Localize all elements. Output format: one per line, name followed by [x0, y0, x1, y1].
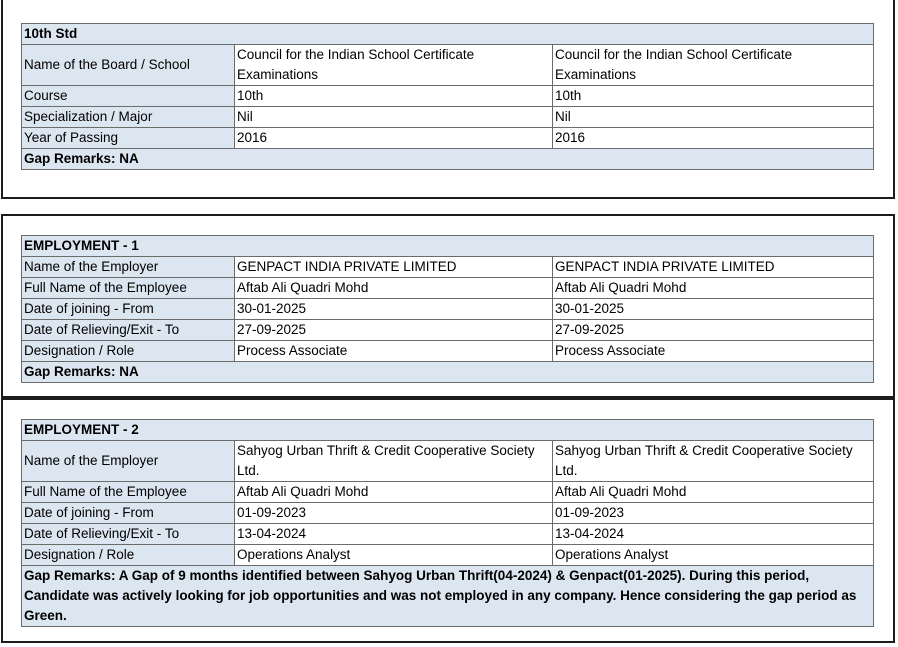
field-label: Full Name of the Employee [22, 278, 235, 299]
field-value: Operations Analyst [553, 545, 874, 566]
table-row [22, 420, 874, 441]
field-label: Full Name of the Employee [22, 482, 235, 503]
field-value: 01-09-2023 [553, 503, 874, 524]
table-row [22, 503, 874, 524]
field-value: Process Associate [553, 341, 874, 362]
table-row [22, 566, 874, 627]
field-value: 2016 [553, 128, 874, 149]
field-value: Aftab Ali Quadri Mohd [235, 482, 553, 503]
table-row [22, 320, 874, 341]
field-value: Council for the Indian School Certificate Examinations [553, 45, 874, 86]
field-value: Process Associate [235, 341, 553, 362]
table-row [22, 45, 874, 86]
field-value: Aftab Ali Quadri Mohd [553, 278, 874, 299]
table-row [22, 149, 874, 170]
table-row [22, 524, 874, 545]
gap-remarks: Gap Remarks: NA [22, 149, 874, 170]
field-value: Nil [553, 107, 874, 128]
field-value: 01-09-2023 [235, 503, 553, 524]
field-value: GENPACT INDIA PRIVATE LIMITED [553, 257, 874, 278]
field-value: Sahyog Urban Thrift & Credit Cooperative Society Ltd. [553, 441, 874, 482]
section-heading: 10th Std [22, 24, 874, 45]
table-row [22, 545, 874, 566]
field-value: 27-09-2025 [235, 320, 553, 341]
table-row [22, 128, 874, 149]
field-value: 10th [235, 86, 553, 107]
table-row [22, 24, 874, 45]
employment-2-table [21, 419, 874, 627]
field-label: Name of the Employer [22, 257, 235, 278]
field-value: 13-04-2024 [553, 524, 874, 545]
table-row [22, 86, 874, 107]
field-label: Course [22, 86, 235, 107]
section-heading: EMPLOYMENT - 1 [22, 236, 874, 257]
field-label: Designation / Role [22, 341, 235, 362]
field-value: 27-09-2025 [553, 320, 874, 341]
field-label: Date of joining - From [22, 503, 235, 524]
table-row [22, 257, 874, 278]
field-value: 30-01-2025 [553, 299, 874, 320]
table-row [22, 299, 874, 320]
field-value: Nil [235, 107, 553, 128]
table-row [22, 107, 874, 128]
table-row [22, 441, 874, 482]
field-label: Name of the Board / School [22, 45, 235, 86]
field-value: Sahyog Urban Thrift & Credit Cooperative Society Ltd. [235, 441, 553, 482]
field-value: Aftab Ali Quadri Mohd [235, 278, 553, 299]
gap-remarks: Gap Remarks: NA [22, 362, 874, 383]
gap-remarks: Gap Remarks: A Gap of 9 months identified between Sahyog Urban Thrift(04-2024) & Genpact(01-2025). During this period, Candidate was actively looking for job opportunities and was not employed in any company. Hence considering the gap period as Green. [22, 566, 874, 627]
field-label: Year of Passing [22, 128, 235, 149]
field-value: 13-04-2024 [235, 524, 553, 545]
field-value: 30-01-2025 [235, 299, 553, 320]
table-row [22, 341, 874, 362]
table-row [22, 278, 874, 299]
field-value: 10th [553, 86, 874, 107]
table-row [22, 362, 874, 383]
field-label: Date of joining - From [22, 299, 235, 320]
employment-1-table [21, 235, 874, 383]
table-row [22, 236, 874, 257]
field-label: Date of Relieving/Exit - To [22, 320, 235, 341]
field-value: Aftab Ali Quadri Mohd [553, 482, 874, 503]
field-value: Council for the Indian School Certificate Examinations [235, 45, 553, 86]
field-label: Designation / Role [22, 545, 235, 566]
education-table [21, 23, 874, 170]
field-label: Specialization / Major [22, 107, 235, 128]
section-heading: EMPLOYMENT - 2 [22, 420, 874, 441]
field-value: Operations Analyst [235, 545, 553, 566]
field-label: Name of the Employer [22, 441, 235, 482]
field-value: GENPACT INDIA PRIVATE LIMITED [235, 257, 553, 278]
field-value: 2016 [235, 128, 553, 149]
table-row [22, 482, 874, 503]
field-label: Date of Relieving/Exit - To [22, 524, 235, 545]
